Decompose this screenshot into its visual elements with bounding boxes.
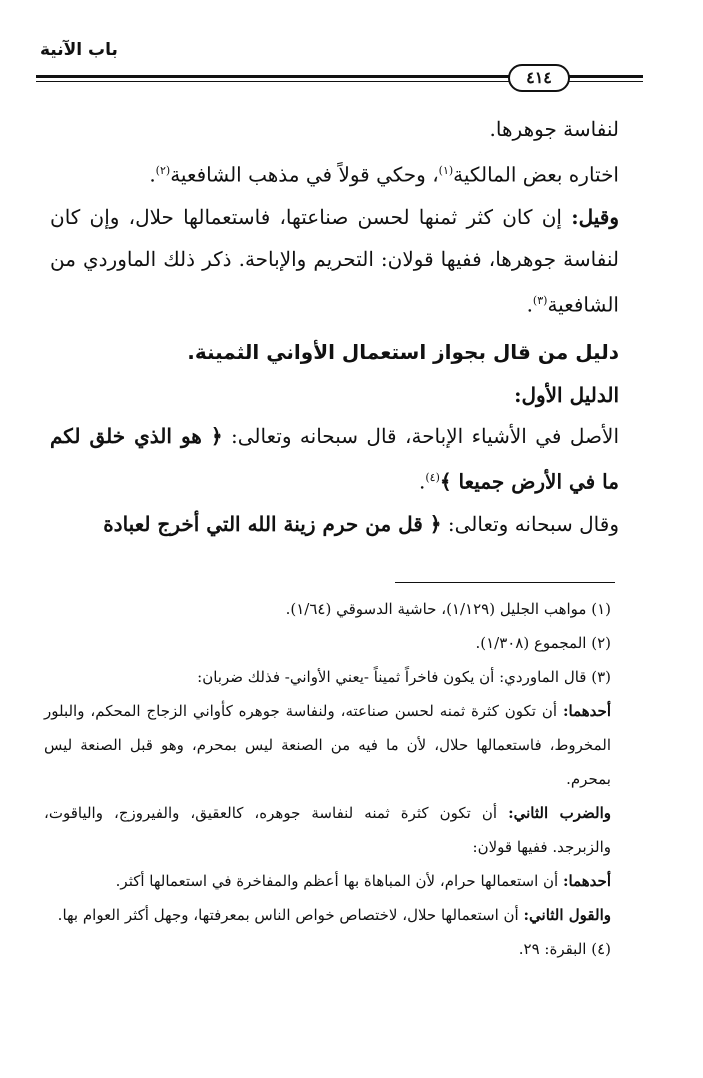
text: . (526, 292, 533, 317)
footnote-ref-4: (٤) (425, 471, 440, 485)
paragraph-3 (50, 196, 619, 326)
evidence-heading: الدليل الأول: (514, 383, 619, 408)
footnote-3-part-b (44, 796, 611, 864)
footnote-3-part-c (44, 864, 611, 898)
lead-word: أحدهما: (562, 702, 611, 720)
text: اختاره بعض المالكية (453, 162, 619, 187)
footnote-2: (٢) المجموع (١/٣٠٨). (475, 634, 611, 652)
text: أن تكون كثرة ثمنه لحسن صناعته، ولنفاسة جوهره كأواني الزجاج المحكم، والبلور المخروط، فاستعمالها حلال، لأن ما فيه من الصنعة ليس بمحرم، وهو قبل الصنعة ليس بمحرم. (44, 702, 611, 788)
text: الأصل في الأشياء الإباحة، قال سبحانه وتعالى: (222, 424, 619, 449)
text: أن استعمالها حرام، لأن المباهاة بها أعظم والمفاخرة في استعمالها أكثر. (115, 872, 563, 890)
paragraph-4 (50, 415, 619, 503)
text: أن تكون كثرة ثمنه لنفاسة جوهره، كالعقيق، والفيروزج، والياقوت، والزبرجد. ففيها قولان: (44, 804, 611, 856)
quran-verse: ﴿ قل من حرم زينة الله التي أخرج لعبادة (103, 511, 442, 536)
quran-verse: ﴿ هو الذي خلق لكم ما في الأرض جميعا ﴾ (50, 424, 619, 494)
footnote-ref-2: (٢) (155, 164, 171, 177)
main-text (50, 108, 619, 545)
footnote-3-part-a (44, 694, 611, 796)
lead-word: والضرب الثاني: (508, 804, 611, 822)
paragraph-2 (50, 150, 619, 196)
footnote-3-part-d (44, 898, 611, 932)
section-heading: دليل من قال بجواز استعمال الأواني الثمينة. (187, 340, 619, 365)
footnote-ref-1: (١) (438, 164, 454, 177)
footnote-3: (٣) قال الماوردي: أن يكون فاخراً ثميناً -يعني الأواني- فذلك ضربان: (197, 668, 611, 686)
lead-word: أحدهما: (562, 872, 611, 890)
text: إن كان كثر ثمنها لحسن صناعتها، فاستعمالها حلال، وإن كان لنفاسة جوهرها، ففيها قولان: التحريم والإباحة. ذكر ذلك الماوردي من الشافعية (50, 204, 619, 317)
footnote-separator (395, 582, 615, 583)
text: . (419, 469, 426, 494)
lead-word: وقيل: (571, 204, 619, 229)
page-number: ٤١٤ (508, 64, 570, 92)
chapter-title: باب الآنية (40, 40, 118, 60)
paragraph-1: لنفاسة جوهرها. (489, 117, 619, 141)
footnote-1: (١) مواهب الجليل (١/١٢٩)، حاشية الدسوقي (١/٦٤). (285, 600, 611, 618)
footnote-ref-3: (٣) (532, 293, 548, 307)
text: أن استعمالها حلال، لاختصاص خواص الناس بمعرفتها، وجهل أكثر العوام بها. (57, 906, 524, 924)
footnote-4: (٤) البقرة: ٢٩. (518, 940, 611, 958)
text: ، وحكي قولاً في مذهب الشافعية (170, 162, 439, 187)
lead-word: والقول الثاني: (523, 906, 611, 924)
text: . (149, 162, 156, 187)
footnotes (44, 592, 611, 966)
text: وقال سبحانه وتعالى: (441, 511, 619, 536)
paragraph-5 (50, 503, 619, 545)
